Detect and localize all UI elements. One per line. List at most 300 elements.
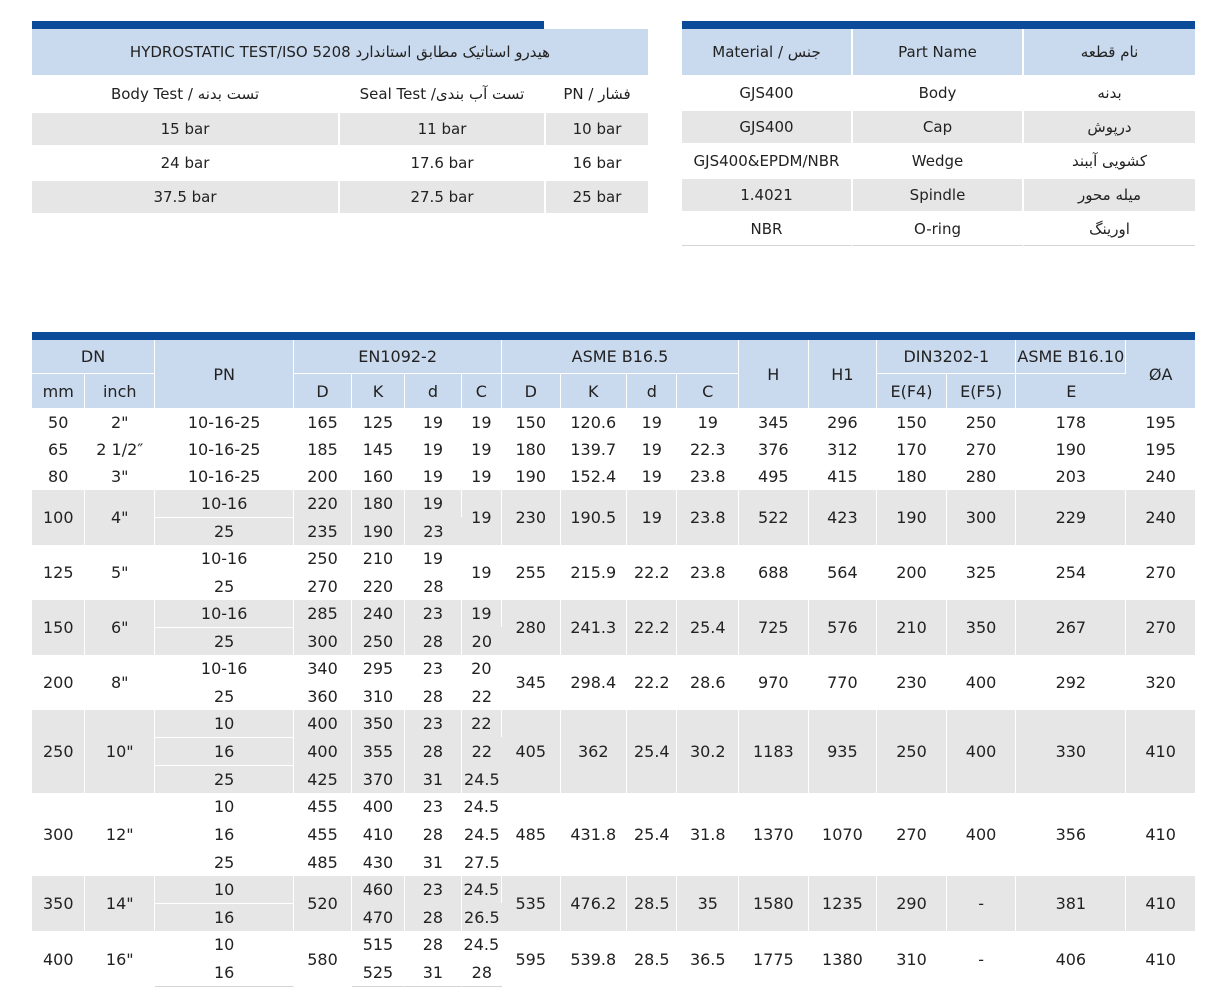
- e-f5-value: 400: [947, 793, 1017, 876]
- en-d-value: 220: [294, 490, 351, 517]
- en-small-d-value: 23: [405, 710, 461, 737]
- en-col-header: D: [294, 374, 351, 409]
- dimensions-top-bar: [32, 332, 1195, 340]
- oa-value: 410: [1145, 825, 1176, 844]
- table-row: [682, 145, 1195, 179]
- h-value: 495: [739, 463, 809, 490]
- pn-header: PN: [155, 340, 294, 409]
- part-name-fa-value: میله محور: [1024, 179, 1195, 213]
- h1-value: 564: [809, 545, 878, 600]
- asme-k-value: 431.8: [561, 793, 628, 876]
- materials-table: [682, 29, 1195, 246]
- part-name-value: O-ring: [853, 213, 1024, 246]
- asme-k-value: 298.4: [561, 655, 628, 710]
- en-c-value: 28: [462, 958, 502, 987]
- mm-header: mm: [32, 374, 85, 409]
- h1-value: 1380: [809, 931, 878, 987]
- pn-value: 10-16-25: [155, 409, 294, 436]
- pn-value: 25: [155, 682, 294, 710]
- material-value: NBR: [682, 213, 853, 246]
- asme-small-d-value: 28.5: [627, 931, 677, 987]
- pn-value: 25: [155, 517, 294, 545]
- en-c-value: 19: [462, 436, 502, 463]
- e-value: 190: [1016, 436, 1126, 463]
- en-d-value: 485: [294, 848, 351, 876]
- e-f5-value: 270: [947, 436, 1017, 463]
- en-k-value: 525: [352, 958, 405, 987]
- en-k-value: 400: [352, 793, 405, 820]
- pn-value: 10-16: [155, 655, 294, 682]
- body-test-header: Body Test / تست بدنه: [32, 77, 340, 113]
- e-value: 356: [1016, 793, 1126, 876]
- materials-top-bar: [682, 21, 1195, 29]
- hydro-header-row: [32, 77, 648, 113]
- asme-col-header: C: [677, 374, 739, 409]
- h1-value: 423: [809, 490, 878, 545]
- en-k-value: 430: [352, 848, 405, 876]
- dn-mm-value: 300: [32, 793, 85, 876]
- part-name-value: Body: [853, 77, 1024, 111]
- en1092-header: EN1092-2: [294, 340, 502, 374]
- asme-c-value: 30.2: [677, 710, 739, 793]
- e-f5-value: 350: [947, 600, 1017, 655]
- e-value: 292: [1016, 655, 1126, 710]
- dn-mm-value: 350: [32, 876, 85, 931]
- asme-k-value: 190.5: [561, 490, 628, 545]
- oa-value: 410: [1126, 876, 1195, 931]
- asme-small-d-value: 25.4: [627, 710, 677, 793]
- asme-small-d-value: 19: [627, 409, 677, 436]
- oa-value: 270: [1145, 563, 1176, 582]
- asme-d-value: 595: [502, 931, 561, 987]
- pn-value: 10: [155, 876, 294, 903]
- asme-c-value: 19: [677, 409, 739, 436]
- en-d-value: 400: [294, 710, 351, 737]
- asme-d-value: 190: [502, 463, 561, 490]
- asme-small-d-value: 19: [627, 490, 677, 545]
- table-row: [32, 463, 1195, 490]
- h-value: 376: [739, 436, 809, 463]
- en-c-value: 24.5: [462, 793, 502, 820]
- table-row: [32, 147, 648, 181]
- dn-inch-value: 16": [85, 931, 155, 987]
- asme-b16-10-header: ASME B16.10: [1016, 340, 1126, 374]
- pn-value: 16: [155, 958, 294, 987]
- asme-c-value: 25.4: [677, 600, 739, 655]
- h-value: 1775: [739, 931, 809, 987]
- pn-header: PN / فشار: [546, 77, 648, 113]
- en-d-value: 425: [294, 765, 351, 793]
- oa-value: 195: [1145, 440, 1176, 459]
- din-col-header: E(F4): [877, 374, 947, 409]
- en-small-d-value: 19: [405, 545, 461, 572]
- e-f4-value: 290: [877, 876, 947, 931]
- hydro-title-row: [32, 29, 648, 77]
- din-col-header: E(F5): [947, 374, 1017, 409]
- h1-value: 312: [809, 436, 878, 463]
- table-row: [32, 545, 1195, 572]
- pn-value: 16: [155, 903, 294, 931]
- e-value: 229: [1016, 490, 1126, 545]
- e-f4-value: 190: [877, 490, 947, 545]
- asme-k-value: 120.6: [561, 409, 628, 436]
- h1-value: 770: [809, 655, 878, 710]
- hydro-top-bar: [32, 21, 544, 29]
- body-test-value: 15 bar: [32, 113, 340, 147]
- dn-inch-value: 2 1/2″: [85, 436, 155, 463]
- hydro-title: هیدرو استاتیک مطابق استاندارد HYDROSTATIC TEST/ISO 5208: [32, 29, 648, 77]
- oa-value: 240: [1145, 467, 1176, 486]
- oa-value: 410: [1145, 949, 1176, 969]
- en-d-value: 455: [294, 793, 351, 820]
- en-small-d-value: 31: [405, 848, 461, 876]
- en-c-value: 19: [462, 463, 502, 490]
- asme-d-value: 405: [502, 710, 561, 793]
- dimensions-table: [32, 340, 1195, 987]
- en-d-value: 250: [294, 545, 351, 572]
- en-col-header: d: [405, 374, 461, 409]
- oa-value: 410: [1126, 710, 1195, 793]
- asme-k-value: 241.3: [561, 600, 628, 655]
- part-name-value: Cap: [853, 111, 1024, 145]
- en-small-d-value: 23: [405, 793, 461, 820]
- en-k-value: 410: [352, 820, 405, 848]
- e-f4-value: 250: [877, 710, 947, 793]
- pn-value: 16: [155, 820, 294, 848]
- hydrostatic-test-table: [32, 29, 648, 215]
- pn-value: 10-16-25: [155, 463, 294, 490]
- h1-header: H1: [809, 340, 878, 409]
- en-small-d-value: 23: [405, 655, 461, 682]
- asme-small-d-value: 19: [627, 463, 677, 490]
- dn-mm-value: 80: [32, 463, 85, 490]
- en-small-d-value: 28: [405, 627, 461, 655]
- h-value: 688: [739, 545, 809, 600]
- din3202-header: DIN3202-1: [877, 340, 1016, 374]
- dn-inch-value: 8": [85, 655, 155, 710]
- e-value: 254: [1016, 545, 1126, 600]
- e-f4-value: 210: [877, 600, 947, 655]
- en-c-value: 24.5: [464, 824, 500, 844]
- asme-c-value: 28.6: [677, 655, 739, 710]
- pn-value: 10: [155, 710, 294, 737]
- dn-mm-value: 150: [32, 600, 85, 655]
- e-value: 330: [1016, 710, 1126, 793]
- en-d-value: 580: [294, 931, 351, 987]
- asme-d-value: 345: [502, 655, 561, 710]
- en-small-d-value: 31: [405, 958, 461, 987]
- e-value: 381: [1016, 876, 1126, 931]
- asme-small-d-value: 25.4: [627, 793, 677, 876]
- dims-header-row-1: [32, 340, 1195, 374]
- en-small-d-value: 19: [405, 490, 461, 517]
- dn-mm-value: 100: [32, 490, 85, 545]
- table-row: [32, 876, 1195, 903]
- pn-value: 10-16: [155, 600, 294, 627]
- material-header: Material / جنس: [682, 29, 853, 77]
- seal-test-value: 17.6 bar: [340, 147, 546, 181]
- pn-value: 10-16-25: [155, 436, 294, 463]
- e-f5-value: -: [947, 931, 1017, 987]
- h-value: 522: [739, 490, 809, 545]
- asme-c-value: 23.8: [677, 463, 739, 490]
- dn-inch-value: 6": [85, 600, 155, 655]
- en-c-value: 19: [462, 490, 502, 545]
- asme-k-value: 362: [561, 710, 628, 793]
- asme-small-d-value: 22.2: [627, 600, 677, 655]
- table-row: [32, 409, 1195, 436]
- en-k-value: 220: [352, 572, 405, 600]
- asme-c-value: 35: [677, 876, 739, 931]
- h-value: 725: [739, 600, 809, 655]
- material-value: GJS400: [682, 111, 853, 145]
- oa-header: ØA: [1126, 340, 1195, 409]
- en-k-value: 515: [352, 931, 405, 958]
- en-c-value: 24.5: [462, 931, 502, 958]
- dn-mm-value: 250: [32, 710, 85, 793]
- asme-c-value: 23.8: [677, 545, 739, 600]
- asme-col-header: D: [502, 374, 561, 409]
- asme-k-value: 139.7: [561, 436, 628, 463]
- en-k-value: 295: [352, 655, 405, 682]
- e-f5-value: 300: [947, 490, 1017, 545]
- en-d-value: 360: [294, 682, 351, 710]
- oa-value: 320: [1145, 673, 1176, 692]
- h-value: 1580: [739, 876, 809, 931]
- en-k-value: 180: [352, 490, 405, 517]
- dn-inch-value: 10": [85, 710, 155, 793]
- en-small-d-value: 28: [405, 903, 461, 931]
- en-d-value: 520: [294, 876, 351, 931]
- en-k-value: 470: [352, 903, 405, 931]
- seal-test-header: Seal Test /تست آب بندی: [340, 77, 546, 113]
- pn-value: 25: [155, 627, 294, 655]
- asme-d-value: 230: [502, 490, 561, 545]
- en-k-value: 190: [352, 517, 405, 545]
- e-value: 406: [1016, 931, 1126, 987]
- e-f4-value: 230: [877, 655, 947, 710]
- body-test-value: 37.5 bar: [32, 181, 340, 215]
- en-small-d-value: 23: [405, 876, 461, 903]
- en-k-value: 370: [352, 765, 405, 793]
- pn-value: 25 bar: [546, 181, 648, 215]
- en-col-header: K: [352, 374, 405, 409]
- asme-col-header: K: [561, 374, 628, 409]
- dn-inch-value: 2": [85, 409, 155, 436]
- en-small-d-value: 23: [405, 517, 461, 545]
- table-row: [32, 655, 1195, 682]
- pn-value: 16 bar: [546, 147, 648, 181]
- en-small-d-value: 19: [405, 436, 461, 463]
- h-value: 1183: [739, 710, 809, 793]
- en-d-value: 235: [294, 517, 351, 545]
- en-d-value: 285: [294, 600, 351, 627]
- asme1610-col-header: E: [1016, 374, 1126, 409]
- asme-d-value: 280: [502, 600, 561, 655]
- en-c-value: 24.5: [462, 765, 502, 793]
- asme-b16-5-header: ASME B16.5: [502, 340, 739, 374]
- e-f5-value: 250: [947, 409, 1017, 436]
- h1-value: 1070: [809, 793, 878, 876]
- dn-inch-value: 4": [85, 490, 155, 545]
- h-value: 1370: [739, 793, 809, 876]
- asme-k-value: 215.9: [561, 545, 628, 600]
- table-row: [32, 600, 1195, 627]
- e-f4-value: 200: [877, 545, 947, 600]
- en-k-value: 355: [352, 737, 405, 765]
- asme-k-value: 539.8: [561, 931, 628, 987]
- part-name-value: Wedge: [853, 145, 1024, 179]
- e-f5-value: 280: [947, 463, 1017, 490]
- asme-c-value: 23.8: [677, 490, 739, 545]
- en-small-d-value: 19: [405, 463, 461, 490]
- e-value: 267: [1016, 600, 1126, 655]
- table-row: [32, 436, 1195, 463]
- part-name-fa-header: نام قطعه: [1024, 29, 1195, 77]
- asme-k-value: 152.4: [561, 463, 628, 490]
- table-row: [682, 179, 1195, 213]
- en-k-value: 460: [352, 876, 405, 903]
- en-small-d-value: 28: [405, 931, 461, 958]
- dn-mm-value: 400: [32, 931, 85, 987]
- h1-value: 576: [809, 600, 878, 655]
- oa-value: 270: [1126, 600, 1195, 655]
- table-row: [682, 77, 1195, 111]
- part-name-value: Spindle: [853, 179, 1024, 213]
- en-small-d-value: 28: [423, 576, 444, 596]
- en-c-value: 22: [462, 710, 502, 737]
- dn-mm-value: 65: [32, 436, 85, 463]
- e-f4-value: 180: [877, 463, 947, 490]
- pn-value: 16: [155, 737, 294, 765]
- asme-d-value: 180: [502, 436, 561, 463]
- en-c-value: 26.5: [462, 903, 502, 931]
- asme-k-value: 476.2: [561, 876, 628, 931]
- seal-test-value: 27.5 bar: [340, 181, 546, 215]
- en-col-header: C: [462, 374, 502, 409]
- en-d-value: 185: [294, 436, 351, 463]
- e-f4-value: 150: [877, 409, 947, 436]
- en-k-value: 240: [352, 600, 405, 627]
- part-name-fa-value: کشویی آببند: [1024, 145, 1195, 179]
- h-header: H: [739, 340, 809, 409]
- dn-inch-value: 14": [85, 876, 155, 931]
- table-row: [32, 793, 1195, 820]
- pn-value: 10-16: [155, 545, 294, 572]
- table-row: [32, 710, 1195, 737]
- e-f5-value: 400: [947, 655, 1017, 710]
- dn-mm-value: 125: [32, 545, 85, 600]
- en-small-d-value: 19: [405, 409, 461, 436]
- pn-value: 10 bar: [546, 113, 648, 147]
- body-test-value: 24 bar: [32, 147, 340, 181]
- asme-d-value: 535: [502, 876, 561, 931]
- dn-inch-value: 3": [85, 463, 155, 490]
- dn-mm-value: 50: [32, 409, 85, 436]
- asme-d-value: 150: [502, 409, 561, 436]
- part-name-fa-value: درپوش: [1024, 111, 1195, 145]
- asme-c-value: 31.8: [677, 793, 739, 876]
- pn-value: 25: [155, 848, 294, 876]
- en-k-value: 250: [352, 627, 405, 655]
- asme-c-value: 36.5: [677, 931, 739, 987]
- h1-value: 935: [809, 710, 878, 793]
- en-c-value: 22: [462, 737, 502, 765]
- en-d-value: 400: [294, 737, 351, 765]
- en-c-value: 19: [462, 545, 502, 600]
- table-row: [32, 113, 648, 147]
- asme-small-d-value: 28.5: [627, 876, 677, 931]
- e-f4-value: 310: [877, 931, 947, 987]
- en-d-value: 270: [294, 572, 351, 600]
- e-f4-value: 170: [877, 436, 947, 463]
- en-d-value: 200: [294, 463, 351, 490]
- e-f5-value: -: [947, 876, 1017, 931]
- material-value: GJS400: [682, 77, 853, 111]
- en-c-value: 19: [462, 600, 502, 627]
- e-f5-value: 400: [947, 710, 1017, 793]
- en-d-value: 455: [294, 820, 351, 848]
- materials-header-row: [682, 29, 1195, 77]
- en-k-value: 310: [352, 682, 405, 710]
- pn-value: 10-16: [155, 490, 294, 517]
- en-small-d-value: 23: [405, 600, 461, 627]
- table-row: [682, 111, 1195, 145]
- en-k-value: 350: [352, 710, 405, 737]
- asme-small-d-value: 22.2: [627, 545, 677, 600]
- dn-header: DN: [32, 340, 155, 374]
- material-value: GJS400&EPDM/NBR: [682, 145, 853, 179]
- h1-value: 415: [809, 463, 878, 490]
- en-c-value: 27.5: [464, 852, 500, 872]
- en-c-value: 20: [462, 655, 502, 682]
- en-d-value: 165: [294, 409, 351, 436]
- e-value: 203: [1016, 463, 1126, 490]
- dn-mm-value: 200: [32, 655, 85, 710]
- asme-c-value: 22.3: [677, 436, 739, 463]
- en-k-value: 145: [352, 436, 405, 463]
- material-value: 1.4021: [682, 179, 853, 213]
- e-f5-value: 325: [947, 545, 1017, 600]
- oa-value: 240: [1126, 490, 1195, 545]
- inch-header: inch: [85, 374, 155, 409]
- en-k-value: 160: [352, 463, 405, 490]
- table-row: [32, 931, 1195, 958]
- en-small-d-value: 28: [405, 682, 461, 710]
- asme-d-value: 485: [502, 793, 561, 876]
- e-f4-value: 270: [877, 793, 947, 876]
- pn-value: 10: [155, 793, 294, 820]
- asme-small-d-value: 22.2: [627, 655, 677, 710]
- h1-value: 1235: [809, 876, 878, 931]
- pn-value: 10: [155, 931, 294, 958]
- h1-value: 296: [809, 409, 878, 436]
- asme-small-d-value: 19: [627, 436, 677, 463]
- asme-col-header: d: [627, 374, 677, 409]
- en-c-value: 20: [462, 627, 502, 655]
- e-value: 178: [1016, 409, 1126, 436]
- en-k-value: 125: [352, 409, 405, 436]
- en-small-d-value: 28: [405, 820, 461, 848]
- table-row: [32, 490, 1195, 517]
- table-row: [32, 181, 648, 215]
- en-c-value: 24.5: [462, 876, 502, 903]
- pn-value: 25: [155, 765, 294, 793]
- en-d-value: 300: [294, 627, 351, 655]
- en-c-value: 22: [471, 686, 492, 706]
- seal-test-value: 11 bar: [340, 113, 546, 147]
- part-name-header: Part Name: [853, 29, 1024, 77]
